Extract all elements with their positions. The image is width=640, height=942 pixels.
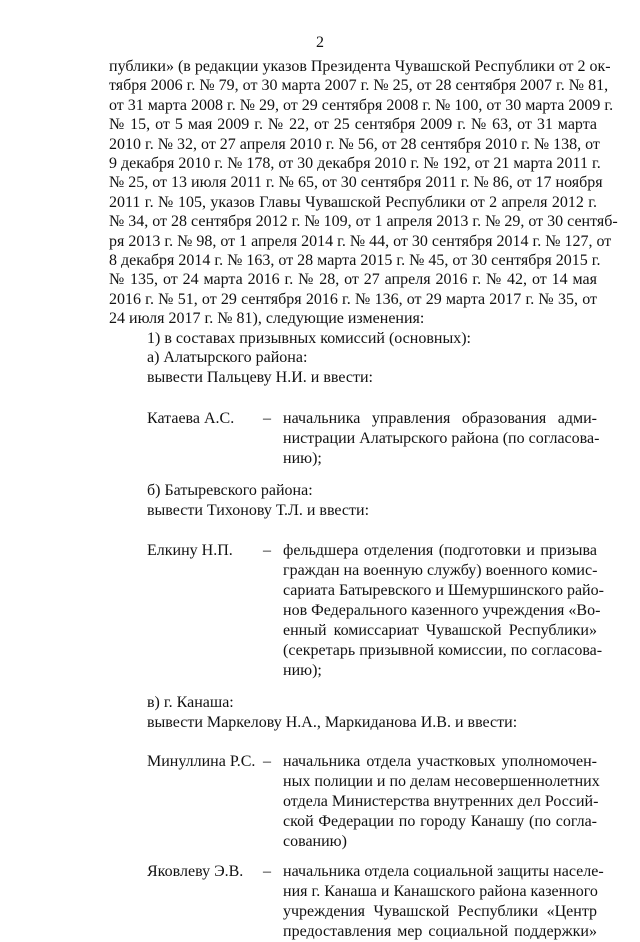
member-name: Яковлеву Э.В. bbox=[147, 863, 244, 880]
intro-line: тября 2006 г. № 79, от 30 марта 2007 г. № 25, от 28 сентября 2007 г. № 81, bbox=[109, 77, 609, 95]
member-description-line: нистрации Алатырского района (по согласова- bbox=[283, 430, 600, 447]
member-dash: – bbox=[263, 542, 271, 559]
intro-line: № 15, от 5 мая 2009 г. № 22, от 25 сентября 2009 г. № 63, от 31 марта bbox=[109, 116, 597, 134]
member-description-line: сованию) bbox=[283, 833, 347, 850]
section-a-action: вывести Пальцеву Н.И. и ввести: bbox=[147, 369, 373, 386]
intro-paragraph bbox=[109, 57, 618, 328]
member-description-line: начальника отдела участковых уполномочен- bbox=[283, 753, 597, 770]
member-description-line: предоставления мер социальной поддержки» bbox=[283, 923, 597, 940]
intro-line: ря 2013 г. № 98, от 1 апреля 2014 г. № 44, от 30 сентября 2014 г. № 127, от bbox=[109, 232, 612, 250]
member-description-line: начальника отдела социальной защиты населе- bbox=[283, 863, 604, 880]
member-description bbox=[283, 862, 604, 942]
intro-line: 8 декабря 2014 г. № 163, от 28 марта 2015 г. № 45, от 30 сентября 2015 г. bbox=[109, 251, 601, 269]
section-b-action: вывести Тихонову Т.Л. и ввести: bbox=[147, 502, 370, 519]
member-dash: – bbox=[263, 753, 271, 770]
item-1-heading: 1) в составах призывных комиссий (основных): bbox=[147, 330, 471, 347]
member-description-line: (секретарь призывной комиссии, по согласова- bbox=[283, 642, 603, 659]
member-description-line: начальника управления образования адми- bbox=[283, 410, 597, 427]
member-name: Елкину Н.П. bbox=[147, 542, 233, 559]
member-description-line: нию); bbox=[283, 450, 322, 467]
member-name: Минуллина Р.С. bbox=[147, 753, 256, 770]
intro-line: № 25, от 13 июля 2011 г. № 65, от 30 сентября 2011 г. № 86, от 17 ноября bbox=[109, 174, 603, 192]
intro-line: 2016 г. № 51, от 29 сентября 2016 г. № 136, от 29 марта 2017 г. № 35, от bbox=[109, 290, 597, 308]
member-description-line: енный комиссариат Чувашской Республики» bbox=[283, 622, 597, 639]
member-description bbox=[283, 409, 600, 469]
page-number: 2 bbox=[316, 34, 324, 51]
member-dash: – bbox=[263, 863, 271, 880]
section-a-title: а) Алатырского района: bbox=[147, 349, 308, 366]
intro-line: 2011 г. № 105, указов Главы Чувашской Республики от 2 апреля 2012 г. bbox=[109, 193, 597, 211]
section-b-title: б) Батыревского района: bbox=[147, 482, 313, 499]
member-description-line: отдела Министерства внутренних дел Россий- bbox=[283, 793, 599, 810]
intro-line: публики» (в редакции указов Президента Чувашской Республики от 2 ок- bbox=[109, 58, 611, 75]
member-description-line: учреждения Чувашской Республики «Центр bbox=[283, 903, 597, 920]
member-description-line: нов Федерального казенного учреждения «Во- bbox=[283, 602, 601, 619]
intro-line: 2010 г. № 32, от 27 апреля 2010 г. № 56, от 28 сентября 2010 г. № 138, от bbox=[109, 135, 600, 153]
section-v-action: вывести Маркелову Н.А., Маркиданова И.В. и ввести: bbox=[147, 714, 518, 731]
intro-line: 24 июля 2017 г. № 81), следующие изменения: bbox=[109, 310, 425, 328]
intro-line: № 135, от 24 марта 2016 г. № 28, от 27 апреля 2016 г. № 42, от 14 мая bbox=[109, 271, 597, 289]
member-description-line: нию); bbox=[283, 662, 322, 679]
intro-line: № 34, от 28 сентября 2012 г. № 109, от 1 апреля 2013 г. № 29, от 30 сентяб- bbox=[109, 213, 618, 231]
intro-line: 9 декабря 2010 г. № 178, от 30 декабря 2010 г. № 192, от 21 марта 2011 г. bbox=[109, 154, 601, 172]
member-name: Катаева А.С. bbox=[147, 410, 235, 427]
member-dash: – bbox=[263, 410, 271, 427]
member-description-line: ния г. Канаша и Канашского района казенного bbox=[283, 883, 598, 900]
member-description-line: ных полиции и по делам несовершеннолетних bbox=[283, 773, 600, 790]
member-description-line: фельдшера отделения (подготовки и призыва bbox=[283, 542, 597, 559]
intro-line: от 31 марта 2008 г. № 29, от 29 сентября 2008 г. № 100, от 30 марта 2009 г. bbox=[109, 96, 614, 114]
member-description-line: граждан на военную службу) военного комис- bbox=[283, 562, 598, 579]
member-description-line: ской Федерации по городу Канашу (по согла- bbox=[283, 813, 597, 830]
member-description-line: сариата Батыревского и Шемуршинского райо- bbox=[283, 582, 604, 599]
section-v-title: в) г. Канаша: bbox=[147, 694, 234, 711]
member-description bbox=[283, 541, 604, 681]
member-description bbox=[283, 752, 600, 852]
